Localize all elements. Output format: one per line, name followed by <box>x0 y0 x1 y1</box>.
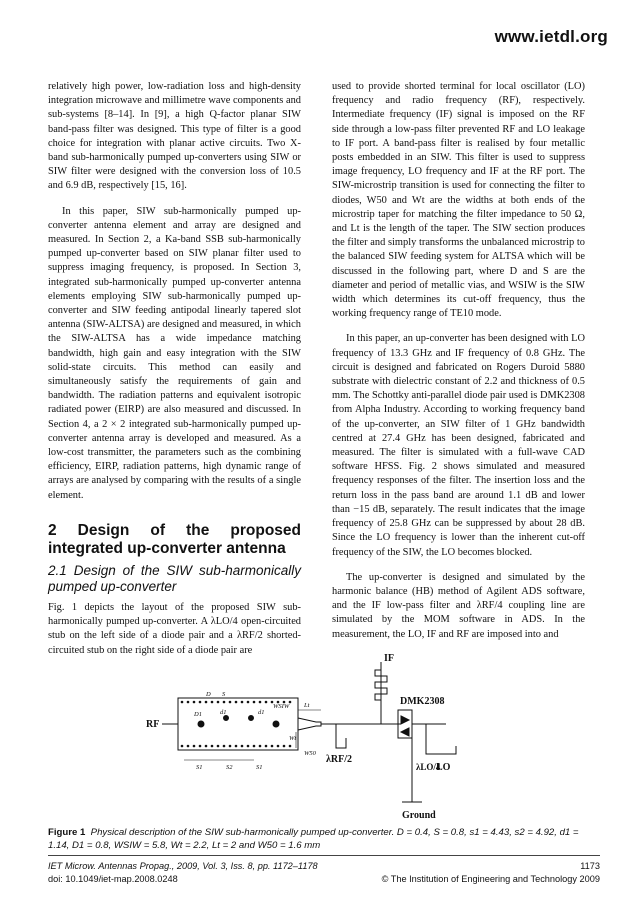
label-lrf2: λRF/2 <box>326 754 353 765</box>
microstrip-taper <box>298 718 321 730</box>
footer-line-2 <box>48 873 600 885</box>
right-paragraph-1: used to provide shorted terminal for local oscillator (LO) frequency and radio frequency (RF), respectively. Intermediate frequency (IF) signal is imposed on the RF side through a low-pass filter prevented RF and LO leakage to IF port. A band-pass filter is realised by four metallic posts embedded in an SIW. This filter is used to suppress image frequency, LO frequency and IF at the RF port. The SIW-microstrip transition is used for connecting the filter to diodes, W50 and Wt are the widths at both ends of the microstrip taper for matching the filter impedance to 50 Ω, and Lt is the length of the taper. The SIW section produces the filter and simply transforms the unbalanced microstrip to the balanced SIW feeding system for ALTSA which will be discussed in the following part, where D and S are the diameter and period of metallic vias, and WSIW is the SIW width which determines its cut-off frequency, thus the working frequency range of TE10 mode. <box>332 81 585 320</box>
journal-citation: IET Microw. Antennas Propag., 2009, Vol. 3, Iss. 8, pp. 1172–1178 <box>48 861 318 871</box>
label-s1-right: S1 <box>256 764 263 771</box>
label-s2: S2 <box>226 764 233 771</box>
label-wsiw: WSIW <box>273 703 290 710</box>
right-column <box>332 80 585 653</box>
footer-line-1 <box>48 860 600 872</box>
label-d1-upper: D1 <box>194 711 202 718</box>
right-paragraph-2: In this paper, an up-converter has been designed with LO frequency of 13.3 GHz and IF frequency of 0.8 GHz. The circuit is designed and fabricated on Rogers Duroid 5880 substrate with dielectric constant of 2.2 and thickness of 0.5 mm. The Schottky anti-parallel diode pair used is DMK2308 from Alpha Industry. According to working frequency band of the up-converter, an SIW filter of 1 GHz bandwidth centred at 27.4 GHz has been designed, fabricated and measured. The filter is simulated with a full-wave CAD software HFSS. Fig. 2 shows simulated and measured frequency responses of the filter. The insertion loss and the return loss in the pass band are around 1.1 dB and lower than −15 dB, separately. The result indicates that the image frequency of 25.8 GHz can be suppressed by about 28 dB. Since the LO frequency is lower than the inherent cut-off frequency of the SIW, the LO becomes blocked. <box>332 333 585 558</box>
figure-caption-text: Physical description of the SIW sub-harmonically pumped up-converter. D = 0.4, S = 0.8, s1 = 4.43, s2 = 4.92, d1 = 1.14, D1 = 0.8, WSIW = 5.8, Wt = 2.2, Lt = 2 and W50 = 1.6 mm <box>48 827 579 851</box>
left-paragraph-1: relatively high power, low-radiation loss and high-density integration microwave and millimetre wave components and sub-systems [8–14]. In [9], a high Q-factor planar SIW band-pass filter was designed. This type of filter is a good choice for integration with planar active circuits. Two X-band sub-harmonically pumped up-converters using SIW or SIW filter were designed with the conversion loss of 10.5 and 6.9 dB, respectively [15, 16]. <box>48 81 301 192</box>
label-dmk: DMK2308 <box>400 696 445 707</box>
left-column <box>48 80 301 669</box>
section-title: 2 Design of the proposed integrated up-converter antenna <box>48 521 301 557</box>
label-ground: Ground <box>402 810 436 821</box>
lo-stub <box>426 724 456 754</box>
figure-1-diagram <box>146 652 526 824</box>
doi[interactable]: doi: 10.1049/iet-map.2008.0248 <box>48 874 178 884</box>
label-s-top: S <box>222 691 226 698</box>
copyright: © The Institution of Engineering and Technology 2009 <box>381 874 600 884</box>
label-w50: W50 <box>304 750 316 757</box>
label-if: IF <box>384 653 394 664</box>
label-d-top: D <box>206 691 211 698</box>
rf-stub <box>336 724 346 748</box>
label-rf: RF <box>146 719 160 730</box>
footer-rule <box>48 855 600 856</box>
label-s1-left: S1 <box>196 764 203 771</box>
label-d1-small-a: d1 <box>220 709 227 716</box>
label-lt: Lt <box>304 702 310 709</box>
right-paragraph-3: The up-converter is designed and simulated by the harmonic balance (HB) method of Agilent ADS software, and the IF low-pass filter and λRF/4 coupling line are simulated by the MOM software in ADS. In the measurement, the LO, IF and RF are imposed into and <box>332 571 585 640</box>
figure-1-caption <box>48 826 600 852</box>
filter-posts <box>198 716 279 728</box>
left-paragraph-2: In this paper, SIW sub-harmonically pumped up-converter antenna element and array are designed and measured. In Section 2, a Ka-band SSB sub-harmonically pumped up-converter based on SIW planar filter used to suppress imaging frequency, is proposed. In Section 3, integrated sub-harmonically pumped up-converter antenna elements employing SIW sub-harmonically pumped up-converter and SIW feeding antipodal linearly tapered slot antenna (SIW-ALTSA) are designed and measured, in which the SIW-ALTSA has a wide impedance matching bandwidth, high gain and easy integration with the SIW solid-state circuits. This method can easily and simultaneously satisfy the requirements of gain and bandwidth. The radiation patterns and equivalent isotropic radiated power (EIRP) are also measured and discussed. In Section 4, a 2 × 2 integrated sub-harmonically pumped up-converter antenna array is developed and measured. As a low-cost transmitter, the parameters such as the combining efficiency, EIRP, radiation patterns, high dynamic range of arrays are analysed by comparing with the results of a single element. <box>48 205 301 501</box>
label-lo: LO <box>436 762 451 773</box>
figure-caption-label: Figure 1 <box>48 827 86 838</box>
label-d1-small-b: d1 <box>258 709 265 716</box>
left-paragraph-3: Fig. 1 depicts the layout of the proposed SIW sub-harmonically pumped up-converter. A λLO/4 open-circuited stub on the left side of a diode pair and a λRF/2 shorted-circuited stub on the right side of a diode pair are <box>48 601 301 656</box>
subsection-title: 2.1 Design of the SIW sub-harmonically pumped up-converter <box>48 562 301 594</box>
page-number: 1173 <box>580 861 600 871</box>
label-llo4: λLO/4 <box>416 762 441 772</box>
label-wt: Wt <box>289 735 297 742</box>
site-url[interactable]: www.ietdl.org <box>494 27 608 46</box>
